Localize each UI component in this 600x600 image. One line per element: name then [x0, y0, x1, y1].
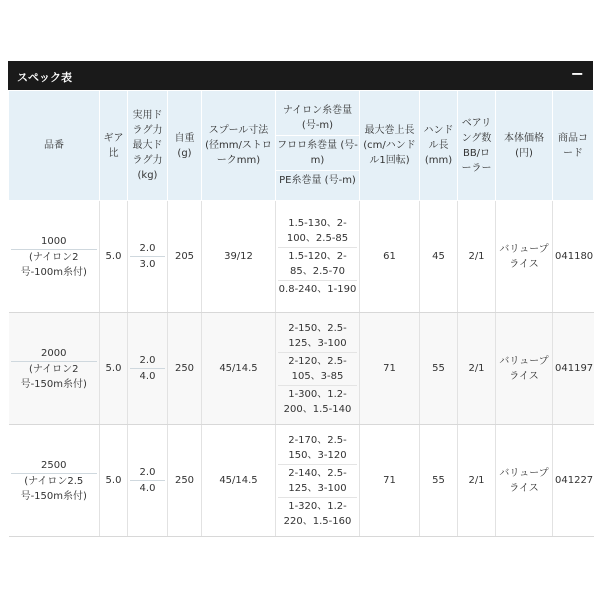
drag-practical: 2.0	[139, 243, 156, 254]
drag-practical: 2.0	[139, 355, 156, 366]
header-pe: PE糸巻量 (号-m)	[276, 170, 359, 190]
header-part-number: 品番	[9, 91, 100, 201]
table-header-row	[9, 91, 594, 201]
cell-line-capacity	[276, 313, 360, 425]
spec-panel	[8, 61, 593, 537]
cell-drag	[128, 313, 168, 425]
cell-model	[9, 201, 100, 313]
header-nylon: ナイロン糸巻量 (号-m)	[282, 105, 353, 131]
cell-drag	[128, 201, 168, 313]
drag-max: 3.0	[130, 256, 165, 272]
header-code: 商品コード	[553, 91, 594, 201]
pe-capacity: 0.8-240、1-190	[278, 280, 357, 298]
cell-bearing: 2/1	[458, 313, 496, 425]
cell-handle: 55	[420, 313, 458, 425]
drag-practical: 2.0	[139, 467, 156, 478]
cell-line-capacity	[276, 425, 360, 537]
drag-max: 4.0	[130, 368, 165, 384]
cell-code: 041180	[553, 201, 594, 313]
cell-weight: 250	[168, 313, 202, 425]
cell-handle: 45	[420, 201, 458, 313]
cell-gear-ratio: 5.0	[100, 425, 128, 537]
cell-handle: 55	[420, 425, 458, 537]
cell-drag	[128, 425, 168, 537]
model-number: 2000	[41, 347, 67, 359]
cell-bearing: 2/1	[458, 425, 496, 537]
cell-line-capacity	[276, 201, 360, 313]
cell-spool: 45/14.5	[202, 313, 276, 425]
table-row	[9, 313, 594, 425]
header-line-capacity	[276, 91, 360, 201]
cell-gear-ratio: 5.0	[100, 313, 128, 425]
cell-price: バリュープライス	[496, 313, 553, 425]
cell-gear-ratio: 5.0	[100, 201, 128, 313]
model-note: (ナイロン2号-150m糸付)	[11, 361, 98, 392]
fluoro-capacity: 2-140、2.5-125、3-100	[278, 464, 357, 497]
nylon-capacity: 2-170、2.5-150、3-120	[288, 434, 347, 461]
cell-price: バリュープライス	[496, 425, 553, 537]
model-note: (ナイロン2号-100m糸付)	[11, 249, 98, 280]
header-gear-ratio: ギア比	[100, 91, 128, 201]
cell-weight: 250	[168, 425, 202, 537]
model-number: 2500	[41, 459, 67, 471]
fluoro-capacity: 2-120、2.5-105、3-85	[278, 352, 357, 385]
header-spool: スプール寸法 (径mm/ストロークmm)	[202, 91, 276, 201]
pe-capacity: 1-320、1.2-220、1.5-160	[278, 497, 357, 530]
cell-price: バリュープライス	[496, 201, 553, 313]
collapse-icon[interactable]: −	[570, 64, 584, 83]
cell-code: 041227	[553, 425, 594, 537]
cell-model	[9, 313, 100, 425]
header-max-retrieve: 最大巻上長 (cm/ハンドル1回転)	[360, 91, 420, 201]
cell-model	[9, 425, 100, 537]
cell-spool: 39/12	[202, 201, 276, 313]
spec-panel-header[interactable]	[8, 61, 593, 90]
cell-max-retrieve: 61	[360, 201, 420, 313]
header-price: 本体価格 (円)	[496, 91, 553, 201]
header-fluoro: フロロ糸巻量 (号-m)	[276, 135, 359, 170]
nylon-capacity: 1.5-130、2-100、2.5-85	[286, 218, 349, 244]
nylon-capacity: 2-150、2.5-125、3-100	[288, 322, 347, 349]
spec-panel-title: スペック表	[17, 71, 72, 84]
table-row	[9, 425, 594, 537]
cell-max-retrieve: 71	[360, 425, 420, 537]
cell-spool: 45/14.5	[202, 425, 276, 537]
cell-max-retrieve: 71	[360, 313, 420, 425]
header-drag: 実用ドラグ力 最大ドラグ力 (kg)	[128, 91, 168, 201]
header-handle: ハンドル長 (mm)	[420, 91, 458, 201]
spec-table	[8, 90, 594, 537]
drag-max: 4.0	[130, 480, 165, 496]
pe-capacity: 1-300、1.2-200、1.5-140	[278, 385, 357, 418]
table-row	[9, 201, 594, 313]
fluoro-capacity: 1.5-120、2-85、2.5-70	[278, 247, 357, 280]
header-weight: 自重 (g)	[168, 91, 202, 201]
model-number: 1000	[41, 235, 67, 247]
header-bearing: ベアリング数 BB/ローラー	[458, 91, 496, 201]
cell-code: 041197	[553, 313, 594, 425]
model-note: (ナイロン2.5号-150m糸付)	[11, 473, 98, 504]
cell-weight: 205	[168, 201, 202, 313]
cell-bearing: 2/1	[458, 201, 496, 313]
